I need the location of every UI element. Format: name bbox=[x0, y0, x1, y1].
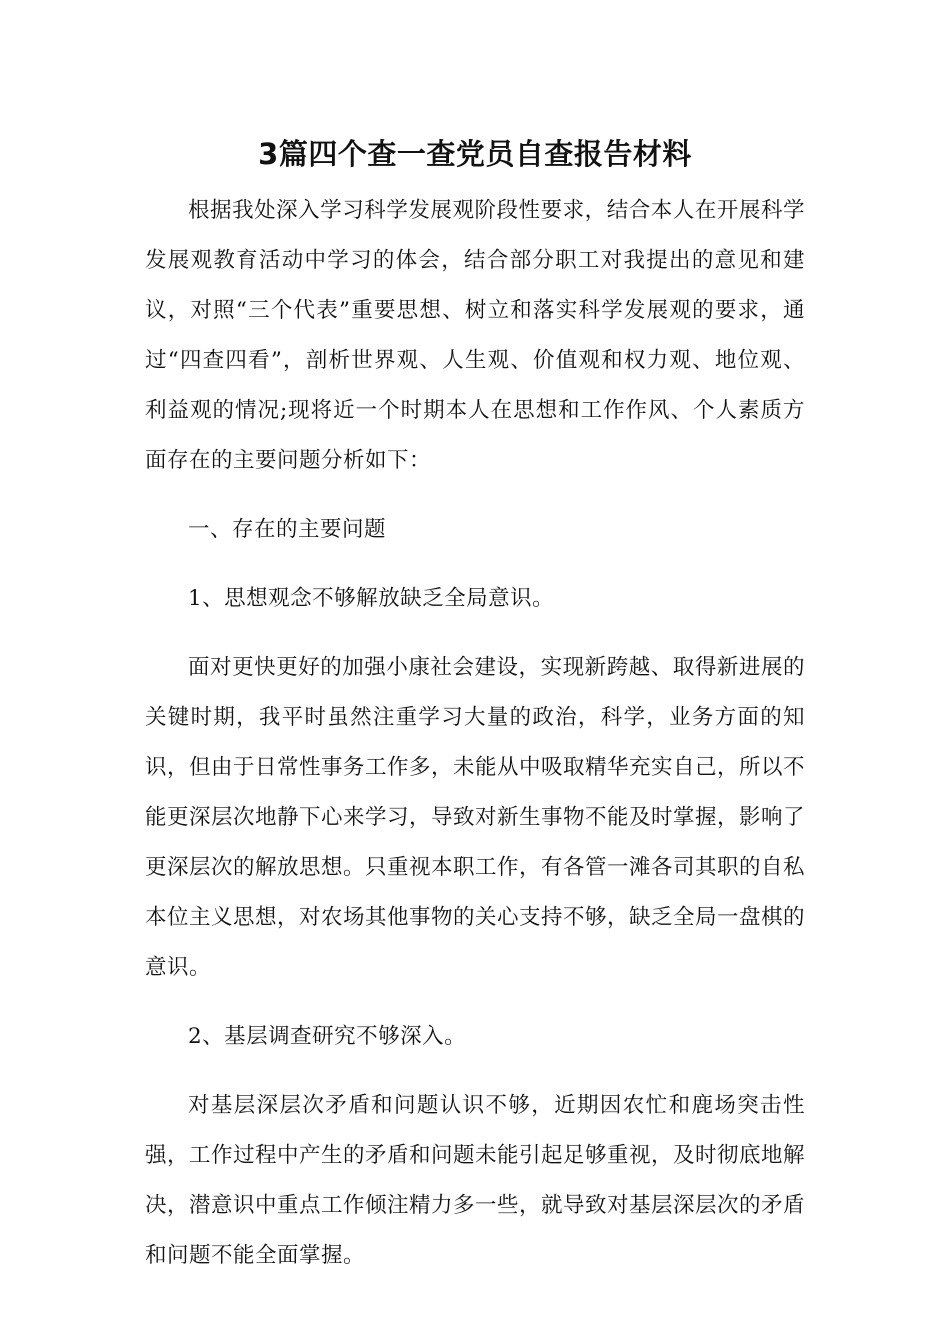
paragraph-item-2-detail: 对基层深层次矛盾和问题认识不够，近期因农忙和鹿场突击性强，工作过程中产生的矛盾和问题未能引起足够重视，及时彻底地解决，潜意识中重点工作倾注精力多一些，就导致对基层深层次的矛盾和问题不能全面掌握。 bbox=[145, 1093, 806, 1268]
subheading-item-2: 2、基层调查研究不够深入。 bbox=[188, 1024, 467, 1049]
section-heading-main-problems: 一、存在的主要问题 bbox=[188, 517, 387, 542]
document-body bbox=[145, 186, 805, 1300]
document-title: 3篇四个查一查党员自查报告材料 bbox=[258, 137, 692, 171]
paragraph-item-1-detail: 面对更快更好的加强小康社会建设，实现新跨越、取得新进展的关键时期，我平时虽然注重学习大量的政治，科学，业务方面的知识，但由于日常性事务工作多，未能从中吸取精华充实自己，所以不能更深层次地静下心来学习，导致对新生事物不能及时掌握，影响了更深层次的解放思想。只重视本职工作，有各管一滩各司其职的自私本位主义思想，对农场其他事物的关心支持不够，缺乏全局一盘棋的意识。 bbox=[145, 655, 806, 980]
paragraph-intro: 根据我处深入学习科学发展观阶段性要求，结合本人在开展科学发展观教育活动中学习的体会，结合部分职工对我提出的意见和建议，对照“三个代表”重要思想、树立和落实科学发展观的要求，通过“四查四看”，剖析世界观、人生观、价值观和权力观、地位观、利益观的情况;现将近一个时期本人在思想和工作作风、个人素质方面存在的主要问题分析如下： bbox=[145, 198, 805, 473]
subheading-item-1: 1、思想观念不够解放缺乏全局意识。 bbox=[188, 586, 555, 611]
